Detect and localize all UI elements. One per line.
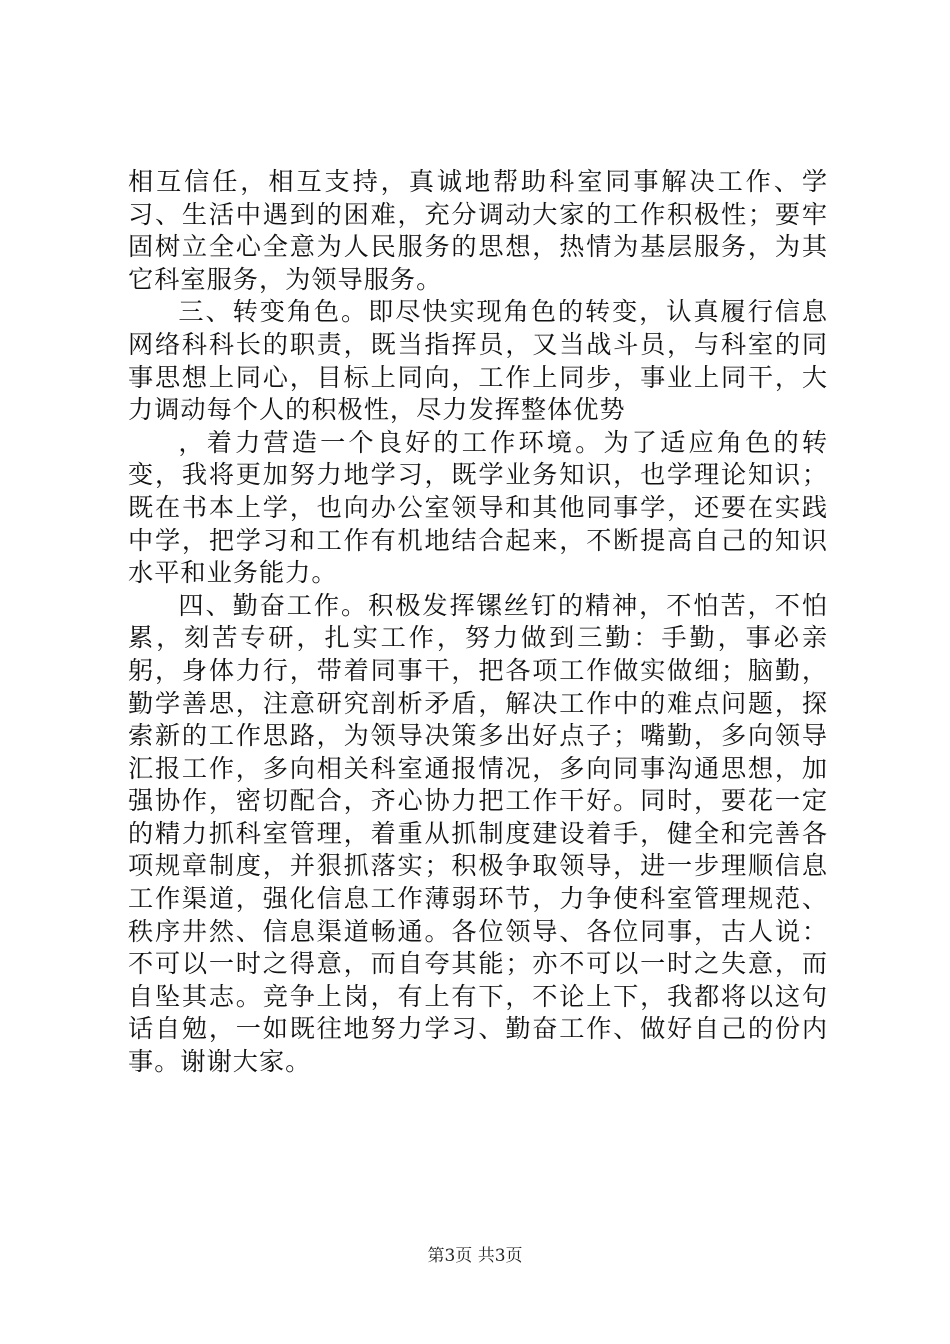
paragraph-section-three: 三、转变角色。即尽快实现角色的转变，认真履行信息网络科科长的职责，既当指挥员，又当战斗员，与科室的同事思想上同心，目标上同向，工作上同步，事业上同干，大力调动每个人的积极性，尽力发挥整体优势 xyxy=(128,297,828,425)
paragraph-section-four: 四、勤奋工作。积极发挥镙丝钉的精神，不怕苦，不怕累，刻苦专研，扎实工作，努力做到三勤：手勤，事必亲躬，身体力行，带着同事干，把各项工作做实做细；脑勤，勤学善思，注意研究剖析矛盾，解决工作中的难点问题，探索新的工作思路，为领导决策多出好点子；嘴勤，多向领导汇报工作，多向相关科室通报情况，多向同事沟通思想，加强协作，密切配合，齐心协力把工作干好。同时，要花一定的精力抓科室管理，着重从抓制度建设着手，健全和完善各项规章制度，并狠抓落实；积极争取领导，进一步理顺信息工作渠道，强化信息工作薄弱环节，力争使科室管理规范、秩序井然、信息渠道畅通。各位领导、各位同事，古人说：不可以一时之得意，而自夸其能；亦不可以一时之失意，而自坠其志。竞争上岗，有上有下，不论上下，我都将以这句话自勉，一如既往地努力学习、勤奋工作、做好自己的份内事。谢谢大家。 xyxy=(128,590,828,1077)
document-body xyxy=(128,166,828,1079)
paragraph-continuation: 相互信任，相互支持，真诚地帮助科室同事解决工作、学习、生活中遇到的困难，充分调动大家的工作积极性；要牢固树立全心全意为人民服务的思想，热情为基层服务，为其它科室服务，为领导服务。 xyxy=(128,167,828,294)
page-footer: 第3页 共3页 xyxy=(427,1246,523,1266)
paragraph-section-three-cont: ，着力营造一个良好的工作环境。为了适应角色的转变，我将更加努力地学习，既学业务知识，也学理论知识；既在书本上学，也向办公室领导和其他同事学，还要在实践中学，把学习和工作有机地结合起来，不断提高自己的知识水平和业务能力。 xyxy=(128,427,828,588)
